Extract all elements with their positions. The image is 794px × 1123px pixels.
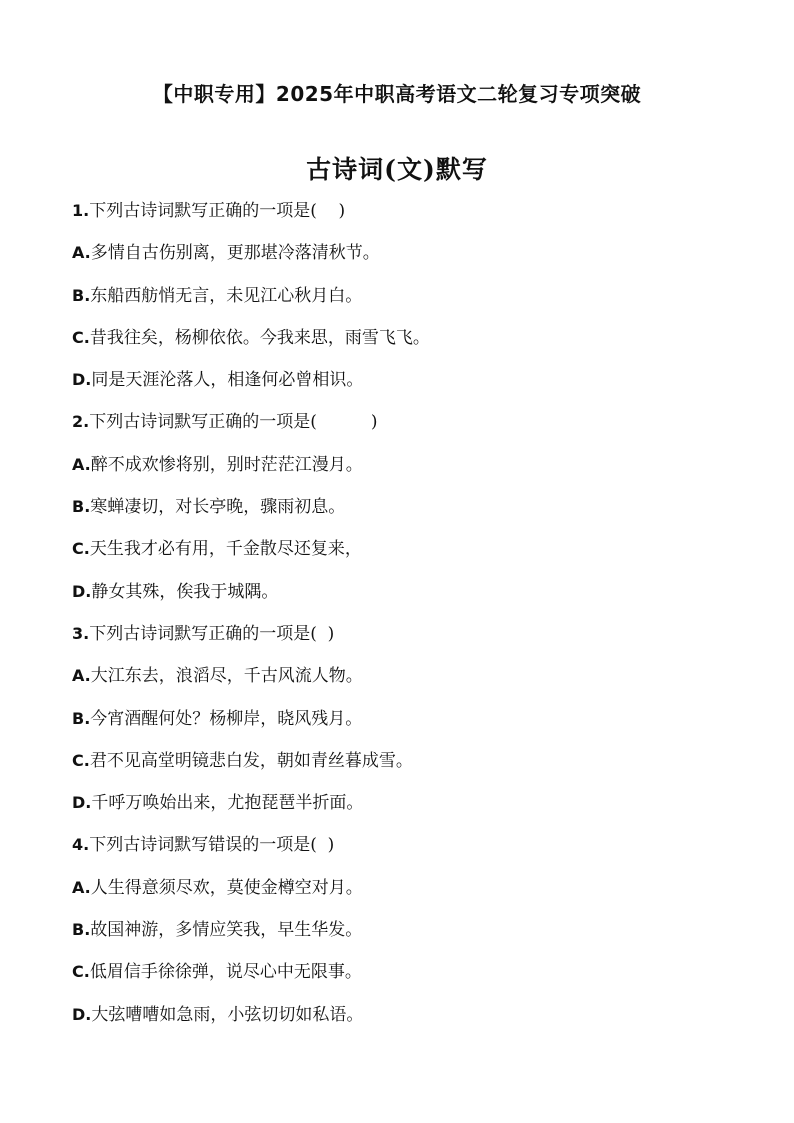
question-stem — [72, 410, 752, 452]
option-line — [72, 284, 752, 326]
option-letter: D. — [72, 793, 92, 813]
option-letter: A. — [72, 454, 91, 474]
option-letter: B. — [72, 285, 91, 305]
question-text: 下列古诗词默写正确的一项是( ) — [89, 412, 378, 433]
option-letter: B. — [72, 920, 91, 940]
question-list — [72, 199, 752, 1045]
option-letter: C. — [72, 539, 90, 559]
question-number: 4. — [72, 835, 90, 855]
option-line — [72, 707, 752, 749]
option-text: 寒蝉凄切，对长亭晚，骤雨初息。 — [90, 497, 346, 518]
option-line — [72, 791, 752, 833]
header-title: 【中职专用】2025年中职高考语文二轮复习专项突破 — [152, 82, 642, 106]
option-letter: C. — [72, 750, 90, 770]
option-letter: A. — [72, 243, 91, 263]
option-text: 天生我才必有用，千金散尽还复来， — [89, 539, 362, 560]
question-text: 下列古诗词默写正确的一项是( ) — [89, 623, 335, 644]
option-line — [72, 326, 752, 368]
option-line — [72, 1003, 752, 1045]
question-stem — [72, 833, 752, 875]
question-stem — [72, 622, 752, 664]
option-line — [72, 537, 752, 579]
option-text: 静女其殊，俟我于城隅。 — [91, 581, 279, 602]
option-line — [72, 580, 752, 622]
question-number: 1. — [72, 201, 90, 220]
option-text: 人生得意须尽欢，莫使金樽空对月。 — [90, 877, 363, 898]
option-text: 大弦嘈嘈如急雨，小弦切切如私语。 — [91, 1004, 364, 1025]
question-text: 下列古诗词默写正确的一项是( ) — [89, 201, 346, 221]
option-letter: D. — [72, 370, 92, 390]
option-text: 低眉信手徐徐弹，说尽心中无限事。 — [89, 962, 362, 983]
option-text: 多情自古伤别离，更那堪冷落清秋节。 — [90, 243, 380, 264]
document-title: 古诗词(文)默写 — [306, 155, 488, 184]
option-text: 昔我往矣，杨柳依依。今我来思，雨雪飞飞。 — [89, 327, 430, 348]
option-letter: D. — [72, 1004, 92, 1024]
option-text: 君不见高堂明镜悲白发，朝如青丝暮成雪。 — [89, 750, 413, 771]
option-letter: B. — [72, 497, 91, 517]
option-text: 东船西舫悄无言，未见江心秋月白。 — [90, 285, 363, 306]
option-line — [72, 918, 752, 960]
option-line — [72, 241, 752, 283]
option-text: 千呼万唤始出来，尤抱琵琶半折面。 — [91, 793, 364, 814]
option-line — [72, 876, 752, 918]
option-text: 大江东去，浪滔尽，千古风流人物。 — [90, 666, 363, 687]
option-line — [72, 749, 752, 791]
option-letter: A. — [72, 666, 91, 686]
option-text: 故国神游，多情应笑我，早生华发。 — [90, 920, 363, 941]
option-line — [72, 368, 752, 410]
option-letter: C. — [72, 962, 90, 982]
question-text: 下列古诗词默写错误的一项是( ) — [89, 835, 335, 856]
option-text: 同是天涯沦落人，相逢何必曾相识。 — [91, 370, 364, 391]
option-text: 今宵酒醒何处？杨柳岸，晓风残月。 — [90, 708, 363, 729]
option-line — [72, 495, 752, 537]
option-letter: B. — [72, 708, 91, 728]
question-number: 3. — [72, 623, 90, 643]
option-text: 醉不成欢惨将别，别时茫茫江漫月。 — [90, 454, 363, 475]
option-letter: D. — [72, 581, 92, 601]
question-stem — [72, 199, 752, 241]
question-number: 2. — [72, 412, 90, 432]
option-line — [72, 453, 752, 495]
option-letter: A. — [72, 877, 91, 897]
option-line — [72, 960, 752, 1002]
option-line — [72, 664, 752, 706]
option-letter: C. — [72, 327, 90, 347]
